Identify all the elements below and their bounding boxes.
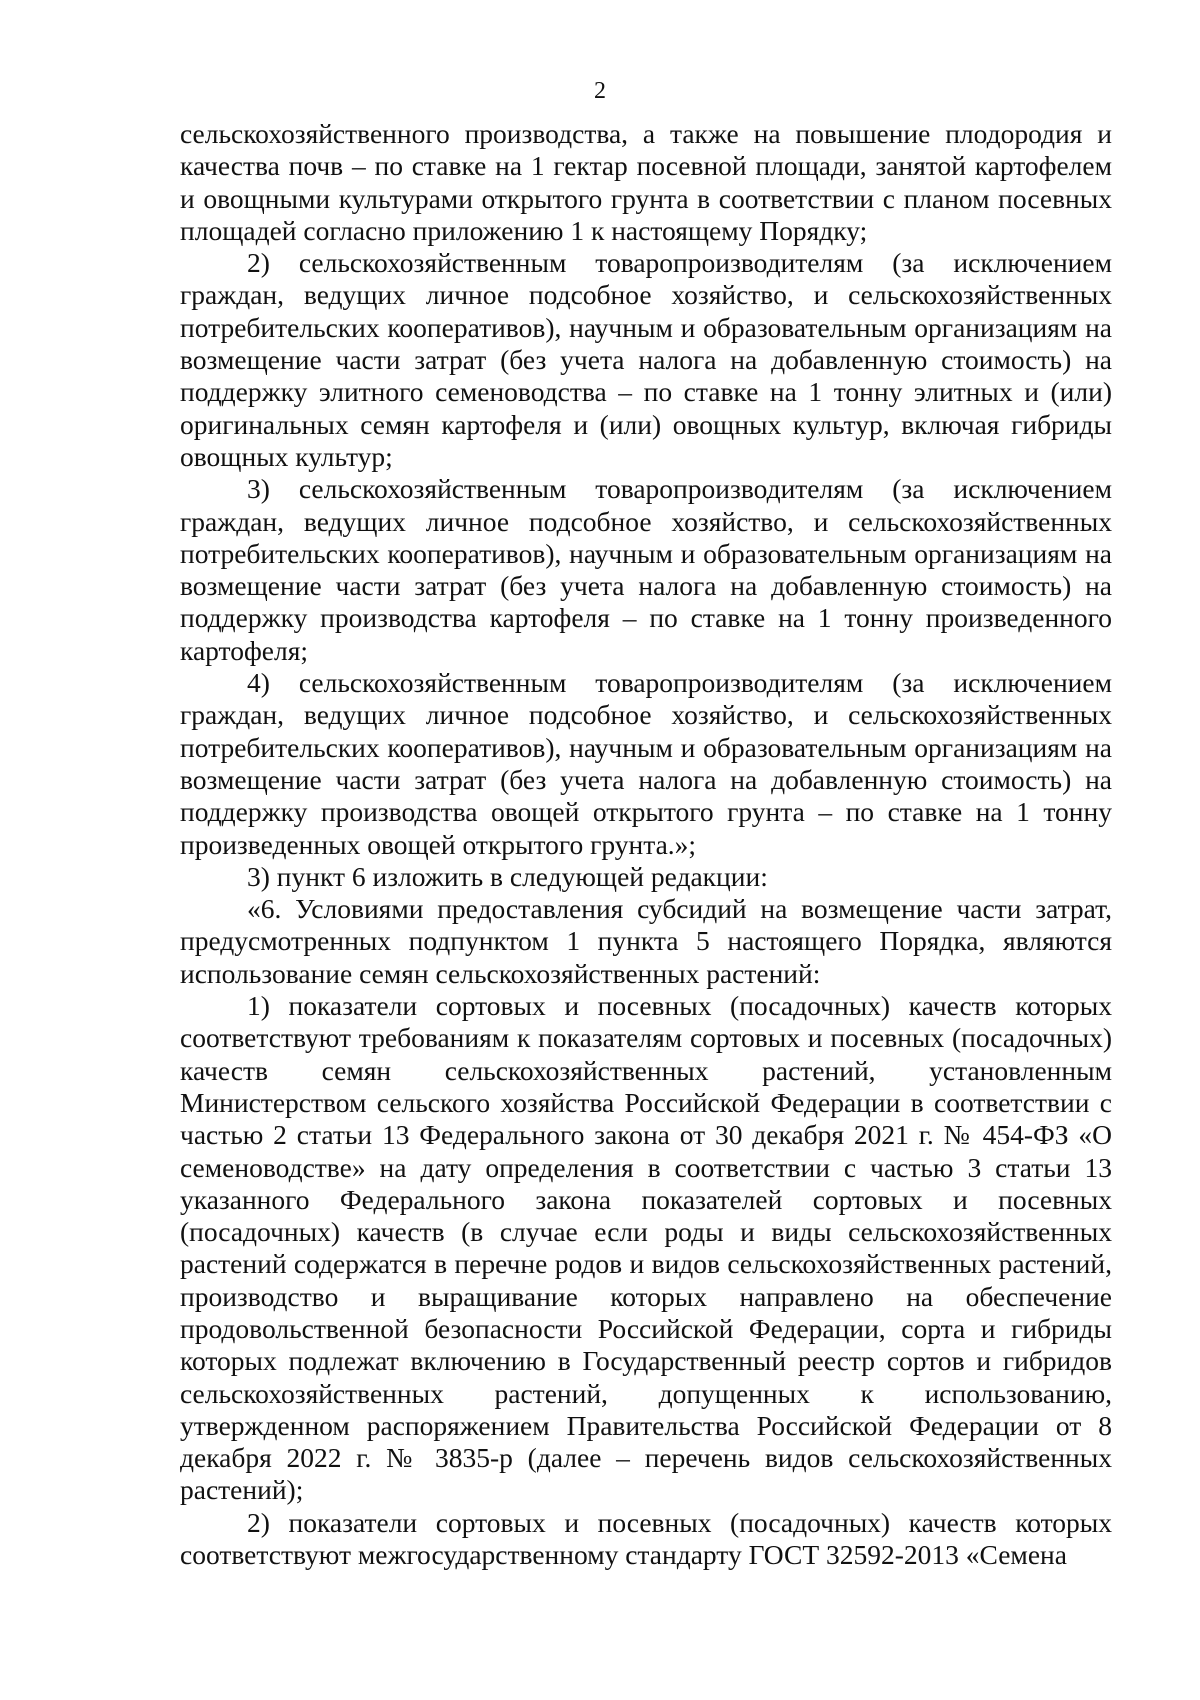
paragraph: 3) пункт 6 изложить в следующей редакции:: [247, 860, 768, 892]
paragraph: сельскохозяйственного производства, а также на повышение плодородия и качества почв – по ставке на 1 гектар посевной площади, занятой картофелем и овощными культурами открытого грунта в соответствии с планом посевных площадей согласно приложению 1 к настоящему Порядку;: [180, 118, 1112, 246]
document-body: [180, 118, 1112, 1571]
paragraph: 1) показатели сортовых и посевных (посадочных) качеств которых соответствуют требованиям к показателям сортовых и посевных (посадочных) качеств семян сельскохозяйственных растений, установленным Министерством сельского хозяйства Российской Федерации в соответствии с частью 2 статьи 13 Федерального закона от 30 декабря 2021 г. № 454-ФЗ «О семеноводстве» на дату определения в соответствии с частью 3 статьи 13 указанного Федерального закона показателей сортовых и посевных (посадочных) качеств (в случае если роды и виды сельскохозяйственных растений содержатся в перечне родов и видов сельскохозяйственных растений, производство и выращивание которых направлено на обеспечение продовольственной безопасности Российской Федерации, сорта и гибриды которых подлежат включению в Государственный реестр сортов и гибридов сельскохозяйственных растений, допущенных к использованию, утвержденном распоряжением Правительства Российской Федерации от 8 декабря 2022 г. № 3835-р (далее – перечень видов сельскохозяйственных растений);: [180, 990, 1112, 1506]
paragraph: 3) сельскохозяйственным товаропроизводителям (за исключением граждан, ведущих личное подсобное хозяйство, и сельскохозяйственных потребительских кооперативов), научным и образовательным организациям на возмещение части затрат (без учета налога на добавленную стоимость) на поддержку производства картофеля – по ставке на 1 тонну произведенного картофеля;: [180, 473, 1112, 666]
paragraph: 2) сельскохозяйственным товаропроизводителям (за исключением граждан, ведущих личное подсобное хозяйство, и сельскохозяйственных потребительских кооперативов), научным и образовательным организациям на возмещение части затрат (без учета налога на добавленную стоимость) на поддержку элитного семеноводства – по ставке на 1 тонну элитных и (или) оригинальных семян картофеля и (или) овощных культур, включая гибриды овощных культур;: [180, 247, 1112, 472]
page-number: 2: [594, 78, 606, 104]
paragraph: «6. Условиями предоставления субсидий на возмещение части затрат, предусмотренных подпунктом 1 пункта 5 настоящего Порядка, являются использование семян сельскохозяйственных растений:: [180, 893, 1112, 989]
paragraph: 4) сельскохозяйственным товаропроизводителям (за исключением граждан, ведущих личное подсобное хозяйство, и сельскохозяйственных потребительских кооперативов), научным и образовательным организациям на возмещение части затрат (без учета налога на добавленную стоимость) на поддержку производства овощей открытого грунта – по ставке на 1 тонну произведенных овощей открытого грунта.»;: [180, 667, 1112, 860]
paragraph: 2) показатели сортовых и посевных (посадочных) качеств которых соответствуют межгосударственному стандарту ГОСТ 32592-2013 «Семена: [180, 1506, 1112, 1571]
